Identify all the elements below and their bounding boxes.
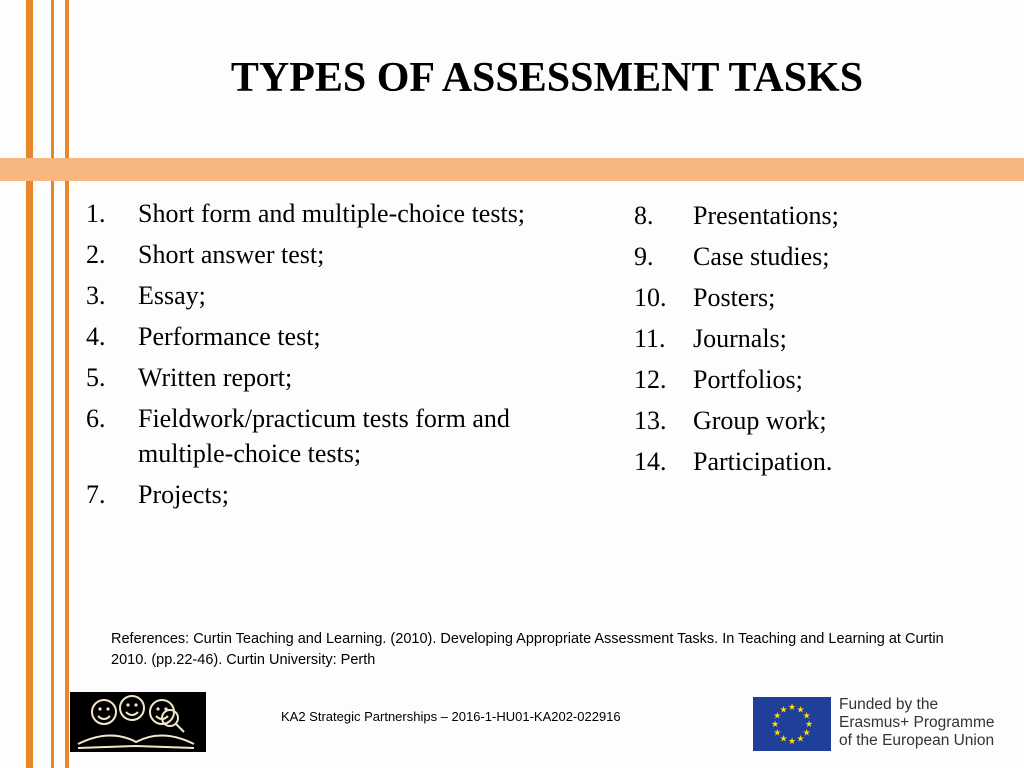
item-text: Short answer test; bbox=[138, 240, 325, 269]
eu-text-line: Funded by the bbox=[839, 696, 939, 713]
eu-star-icon: ★ bbox=[802, 710, 811, 721]
item-text: Journals; bbox=[693, 324, 787, 353]
item-text: Fieldwork/practicum tests form and multiple-choice tests; bbox=[138, 404, 510, 468]
references-text: References: Curtin Teaching and Learning. (2010). Developing Appropriate Assessment Tasks. In Teaching and Learning at Curtin 2010. (pp.22-46). Curtin University: Perth bbox=[111, 631, 944, 668]
item-text: Participation. bbox=[693, 447, 833, 476]
item-number: 8. bbox=[634, 201, 654, 230]
item-number: 1. bbox=[86, 199, 106, 228]
item-text: Case studies; bbox=[693, 242, 830, 271]
list-item bbox=[634, 321, 994, 356]
eu-star-icon: ★ bbox=[787, 736, 797, 746]
list-item bbox=[634, 444, 994, 479]
list-item bbox=[86, 278, 586, 313]
list-item bbox=[86, 360, 586, 395]
item-text: Performance test; bbox=[138, 322, 321, 351]
eu-text-line: Erasmus+ Programme bbox=[839, 714, 995, 731]
eu-star-icon: ★ bbox=[796, 704, 805, 715]
decor-vertical-bar bbox=[26, 0, 33, 768]
list-item bbox=[86, 237, 586, 272]
item-number: 10. bbox=[634, 283, 667, 312]
eu-star-icon: ★ bbox=[779, 733, 788, 744]
item-number: 12. bbox=[634, 365, 667, 394]
item-text: Group work; bbox=[693, 406, 827, 435]
slide-title: TYPES OF ASSESSMENT TASKS bbox=[230, 55, 864, 101]
item-number: 3. bbox=[86, 281, 106, 310]
item-number: 2. bbox=[86, 240, 106, 269]
item-text: Presentations; bbox=[693, 201, 839, 230]
item-number: 11. bbox=[634, 324, 666, 353]
eu-text-line: of the European Union bbox=[839, 732, 995, 749]
eu-star-icon: ★ bbox=[802, 727, 811, 738]
list-item bbox=[634, 198, 994, 233]
decor-vertical-bar bbox=[65, 0, 69, 768]
list-item bbox=[86, 401, 586, 471]
eu-star-icon: ★ bbox=[779, 704, 788, 715]
assessment-list-left bbox=[86, 196, 586, 518]
decor-vertical-bar bbox=[51, 0, 54, 768]
item-text: Projects; bbox=[138, 480, 229, 509]
eu-star-icon: ★ bbox=[787, 702, 797, 712]
eu-star-icon: ★ bbox=[796, 733, 805, 744]
item-number: 9. bbox=[634, 242, 654, 271]
assessment-list-right bbox=[634, 198, 994, 485]
decor-horizontal-band bbox=[0, 158, 1024, 181]
eu-flag-icon bbox=[753, 697, 831, 751]
list-item bbox=[634, 403, 994, 438]
item-number: 4. bbox=[86, 322, 106, 351]
item-text: Portfolios; bbox=[693, 365, 803, 394]
list-item bbox=[86, 477, 586, 512]
item-text: Posters; bbox=[693, 283, 776, 312]
eu-star-icon: ★ bbox=[773, 727, 782, 738]
eu-star-icon: ★ bbox=[804, 719, 814, 729]
eu-star-icon: ★ bbox=[770, 719, 780, 729]
eu-star-icon: ★ bbox=[773, 710, 782, 721]
list-item bbox=[634, 239, 994, 274]
item-number: 6. bbox=[86, 404, 106, 433]
footer-text: KA2 Strategic Partnerships – 2016-1-HU01-KA202-022916 bbox=[281, 709, 621, 724]
list-item bbox=[634, 362, 994, 397]
item-text: Short form and multiple-choice tests; bbox=[138, 199, 526, 228]
item-number: 13. bbox=[634, 406, 667, 435]
eu-funding-text bbox=[839, 696, 1019, 750]
item-text: Written report; bbox=[138, 363, 293, 392]
list-item bbox=[86, 319, 586, 354]
item-number: 14. bbox=[634, 447, 667, 476]
item-number: 5. bbox=[86, 363, 106, 392]
item-number: 7. bbox=[86, 480, 106, 509]
item-text: Essay; bbox=[138, 281, 206, 310]
project-logo-icon bbox=[70, 692, 206, 752]
list-item bbox=[634, 280, 994, 315]
list-item bbox=[86, 196, 586, 231]
